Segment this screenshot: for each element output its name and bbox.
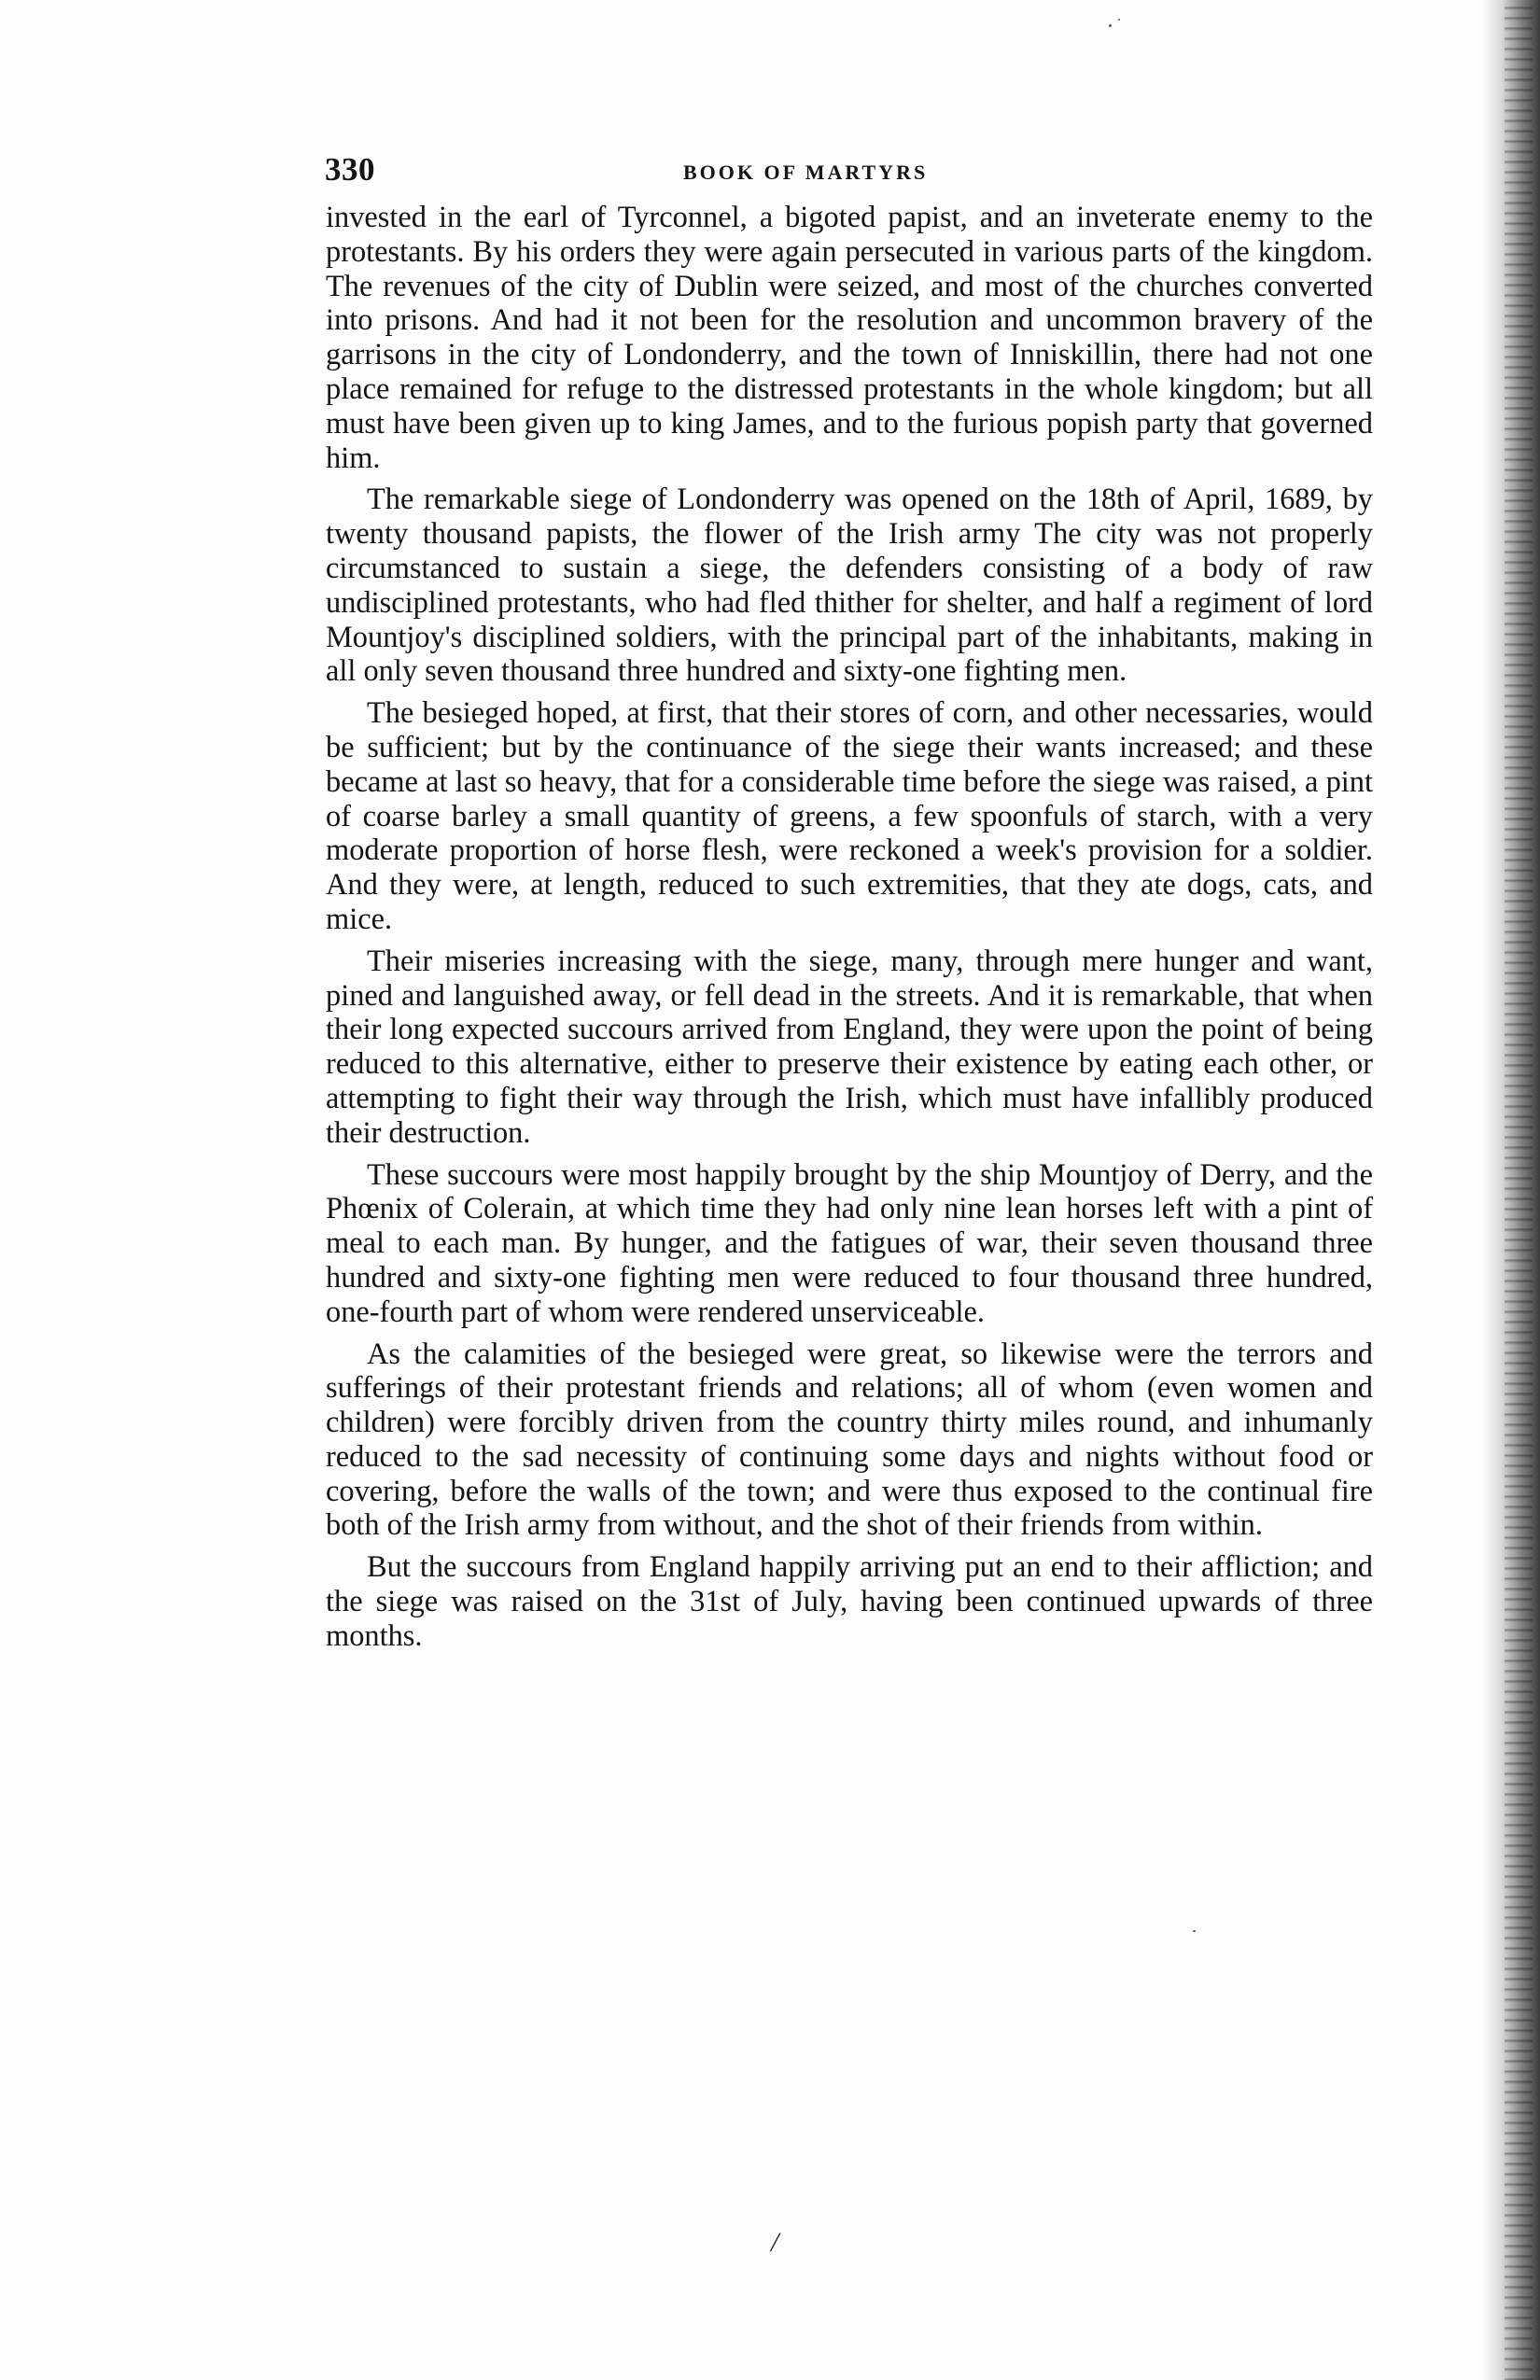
ink-speck — [1109, 24, 1112, 27]
ink-speck — [1193, 1930, 1196, 1932]
paragraph: But the succours from England happily arriving put an end to their affliction; and the siege was raised on the 31st of July, having been continued upwards of three months. — [326, 1550, 1373, 1653]
paragraph: As the calamities of the besieged were great, so likewise were the terrors and sufferings of their protestant friends and relations; all of whom (even women and children) were forcibly driven from the country thirty miles round, and inhumanly reduced to the sad necessity of continuing some days and nights without food or covering, before the walls of the town; and were thus exposed to the continual fire both of the Irish army from without, and the shot of their friends from within. — [326, 1337, 1373, 1543]
paragraph: invested in the earl of Tyrconnel, a bigoted papist, and an inveterate enemy to the protestants. By his orders they were again persecuted in various parts of the kingdom. The revenues of the city of Dublin were seized, and most of the churches converted into prisons. And had it not been for the resolution and uncommon bravery of the garrisons in the city of Londonderry, and the town of Inniskillin, there had not one place remained for refuge to the distressed protestants in the whole kingdom; but all must have been given up to king James, and to the furious popish party that governed him. — [326, 201, 1373, 475]
paragraph: The remarkable siege of Londonderry was opened on the 18th of April, 1689, by twenty thousand papists, the flower of the Irish army The city was not properly circumstanced to sustain a siege, the defenders consisting of a body of raw undisciplined protestants, who had fled thither for shelter, and half a regiment of lord Mountjoy's disciplined soldiers, with the principal part of the inhabitants, making in all only seven thousand three hundred and sixty-one fighting men. — [326, 483, 1373, 689]
body-text — [326, 201, 1373, 1661]
paragraph: These succours were most happily brought by the ship Mountjoy of Derry, and the Phœnix of Colerain, at which time they had only nine lean horses left with a pint of meal to each man. By hunger, and the fatigues of war, their seven thousand three hundred and sixty-one fighting men were reduced to four thousand three hundred, one-fourth part of whom were rendered unserviceable. — [326, 1157, 1373, 1329]
page-header — [325, 151, 1370, 189]
paragraph: Their miseries increasing with the siege, many, through mere hunger and want, pined and languished away, or fell dead in the streets. And it is remarkable, that when their long expected succours arrived from England, they were upon the point of being reduced to this alternative, either to preserve their existence by eating each other, or attempting to fight their way through the Irish, which must have infallibly produced their destruction. — [326, 944, 1373, 1150]
page-edge-streaks — [1505, 0, 1533, 2380]
running-head: BOOK OF MARTYRS — [683, 161, 929, 184]
stray-ink-mark: / — [771, 2227, 779, 2258]
page-number: 330 — [325, 151, 375, 188]
ink-speck — [1118, 19, 1120, 21]
paragraph: The besieged hoped, at first, that their stores of corn, and other necessaries, would be sufficient; but by the continuance of the siege their wants increased; and these became at last so heavy, that for a considerable time before the siege was raised, a pint of coarse barley a small quantity of greens, a few spoonfuls of starch, with a very moderate proportion of horse flesh, were reckoned a week's provision for a soldier. And they were, at length, reduced to such extremities, that they ate dogs, cats, and mice. — [326, 696, 1373, 936]
